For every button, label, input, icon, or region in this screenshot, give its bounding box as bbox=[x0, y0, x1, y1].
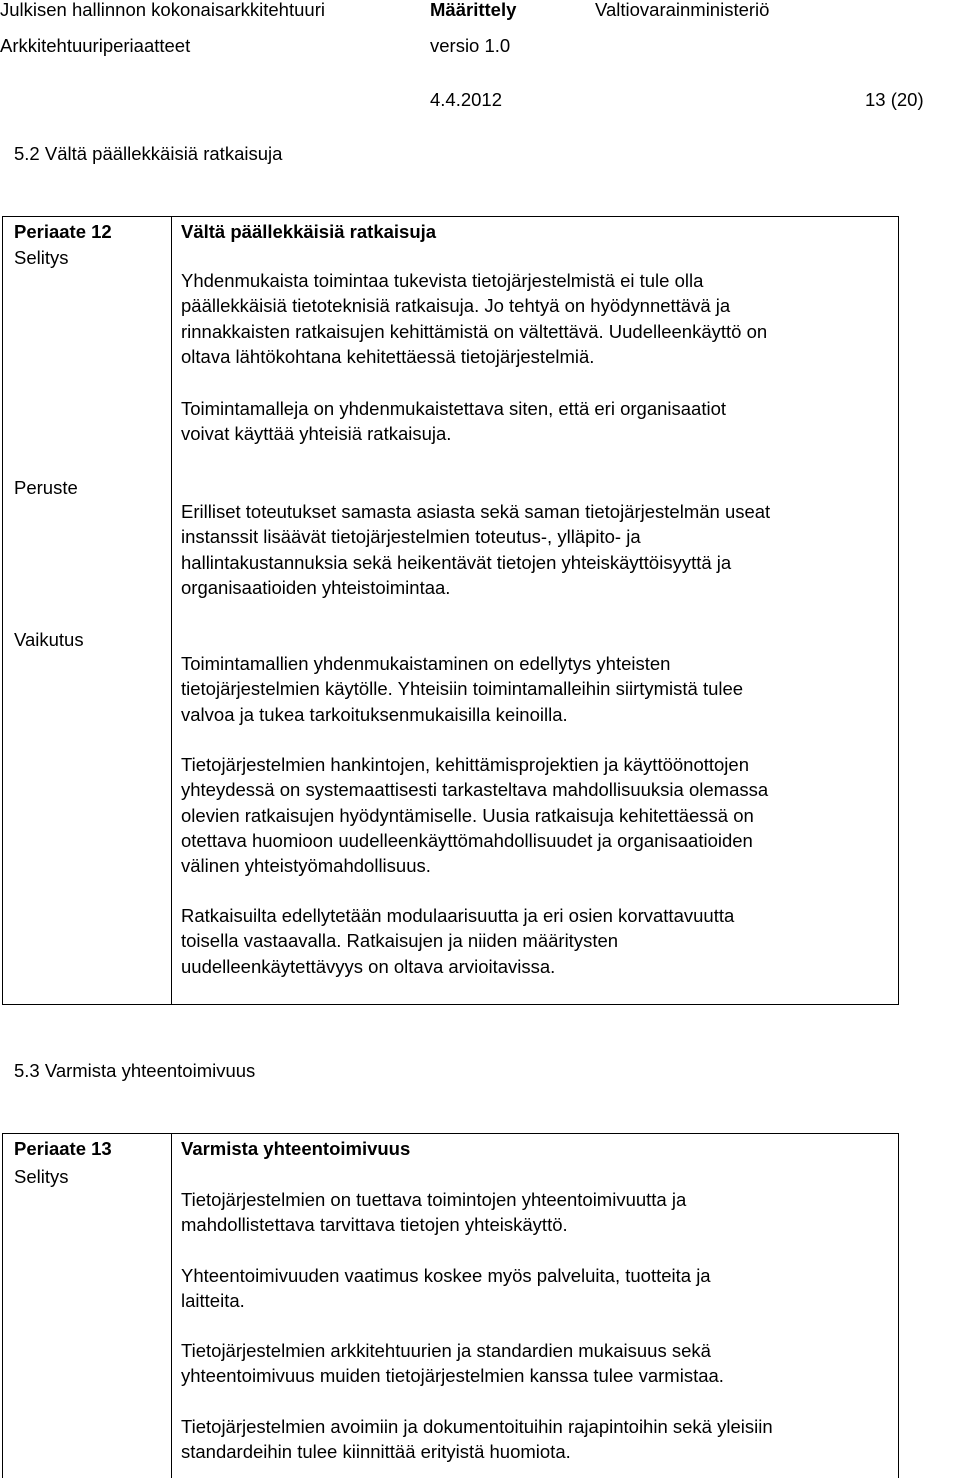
text-line: Tietojärjestelmien hankintojen, kehittämisprojektien ja käyttöönottojen bbox=[181, 754, 749, 775]
text-line: Tietojärjestelmien arkkitehtuurien ja standardien mukaisuus sekä bbox=[181, 1340, 711, 1361]
text-line: Erilliset toteutukset samasta asiasta sekä saman tietojärjestelmän useat bbox=[181, 501, 771, 522]
header-org: Julkisen hallinnon kokonaisarkkitehtuuri bbox=[0, 0, 325, 20]
text-line: tietojärjestelmien käytölle. Yhteisiin toimintamalleihin siirtymistä tulee bbox=[181, 678, 744, 700]
selitys-paragraph-2 bbox=[181, 396, 893, 447]
text-line: Toimintamallien yhdenmukaistaminen on edellytys yhteisten bbox=[181, 653, 671, 674]
text-line: valvoa ja tukea tarkoituksenmukaisilla keinoilla. bbox=[181, 703, 568, 725]
principle-13-paragraph-1 bbox=[181, 1187, 893, 1238]
text-line: instanssit lisäävät tietojärjestelmien toteutus-, ylläpito- ja bbox=[181, 526, 641, 548]
column-divider bbox=[171, 1134, 172, 1478]
text-line: Toimintamalleja on yhdenmukaistettava siten, että eri organisaatiot bbox=[181, 398, 727, 419]
principle-13-label: Periaate 13 bbox=[14, 1138, 112, 1159]
text-line: yhteydessä on systemaattisesti tarkasteltava mahdollisuuksia olemassa bbox=[181, 779, 769, 801]
vaikutus-paragraph-1 bbox=[181, 651, 893, 727]
principle-13-paragraph-3 bbox=[181, 1338, 893, 1389]
column-divider bbox=[171, 217, 172, 1004]
header-doc-type: Määrittely bbox=[430, 0, 517, 20]
section-heading-5-2: 5.2 Vältä päällekkäisiä ratkaisuja bbox=[14, 143, 283, 164]
text-line: standardeihin tulee kiinnittää erityistä huomiota. bbox=[181, 1441, 571, 1463]
text-line: Tietojärjestelmien on tuettava toimintojen yhteentoimivuutta ja bbox=[181, 1189, 687, 1210]
text-line: laitteita. bbox=[181, 1290, 245, 1312]
selitys-label: Selitys bbox=[14, 247, 69, 268]
principle-12-label: Periaate 12 bbox=[14, 221, 112, 242]
text-line: oltava lähtökohtana kehitettäessä tietojärjestelmiä. bbox=[181, 345, 595, 367]
text-line: mahdollistettava tarvittava tietojen yhteiskäyttö. bbox=[181, 1214, 568, 1236]
principle-13-paragraph-4 bbox=[181, 1414, 893, 1465]
selitys-label: Selitys bbox=[14, 1166, 69, 1187]
header-page-number: 13 (20) bbox=[865, 89, 924, 110]
text-line: otettava huomioon uudelleenkäyttömahdollisuudet ja organisaatioiden bbox=[181, 829, 753, 851]
text-line: voivat käyttää yhteisiä ratkaisuja. bbox=[181, 423, 452, 445]
text-line: välinen yhteistyömahdollisuus. bbox=[181, 855, 431, 877]
text-line: rinnakkaisten ratkaisujen kehittämistä on vältettävä. Uudelleenkäyttö on bbox=[181, 320, 768, 342]
section-heading-5-3: 5.3 Varmista yhteentoimivuus bbox=[14, 1060, 256, 1081]
text-line: Ratkaisuilta edellytetään modulaarisuutta ja eri osien korvattavuutta bbox=[181, 905, 735, 926]
text-line: Tietojärjestelmien avoimiin ja dokumentoituihin rajapintoihin sekä yleisiin bbox=[181, 1416, 773, 1437]
principle-12-title: Vältä päällekkäisiä ratkaisuja bbox=[181, 221, 437, 242]
text-line: olevien ratkaisujen hyödyntämiselle. Uusia ratkaisuja kehitettäessä on bbox=[181, 804, 754, 826]
vaikutus-label: Vaikutus bbox=[14, 629, 84, 650]
header-ministry: Valtiovarainministeriö bbox=[595, 0, 770, 20]
peruste-paragraph bbox=[181, 499, 893, 600]
vaikutus-paragraph-3 bbox=[181, 903, 893, 979]
vaikutus-paragraph-2 bbox=[181, 752, 893, 878]
header-date: 4.4.2012 bbox=[430, 89, 503, 110]
text-line: Yhteentoimivuuden vaatimus koskee myös palveluita, tuotteita ja bbox=[181, 1265, 711, 1286]
text-line: toisella vastaavalla. Ratkaisujen ja niiden määritysten bbox=[181, 930, 619, 952]
text-line: yhteentoimivuus muiden tietojärjestelmien kanssa tulee varmistaa. bbox=[181, 1365, 724, 1387]
text-line: uudelleenkäytettävyys on oltava arvioitavissa. bbox=[181, 955, 556, 977]
header-version: versio 1.0 bbox=[430, 35, 511, 56]
principle-13-title: Varmista yhteentoimivuus bbox=[181, 1138, 411, 1159]
selitys-paragraph-1 bbox=[181, 268, 893, 369]
principle-13-paragraph-2 bbox=[181, 1263, 893, 1314]
text-line: organisaatioiden yhteistoimintaa. bbox=[181, 576, 451, 598]
text-line: päällekkäisiä tietoteknisiä ratkaisuja. Jo tehtyä on hyödynnettävä ja bbox=[181, 295, 731, 317]
peruste-label: Peruste bbox=[14, 477, 78, 498]
text-line: Yhdenmukaista toimintaa tukevista tietojärjestelmistä ei tule olla bbox=[181, 270, 704, 291]
text-line: hallintakustannuksia sekä heikentävät tietojen yhteiskäyttöisyyttä ja bbox=[181, 551, 732, 573]
header-subtitle: Arkkitehtuuriperiaatteet bbox=[0, 35, 191, 56]
